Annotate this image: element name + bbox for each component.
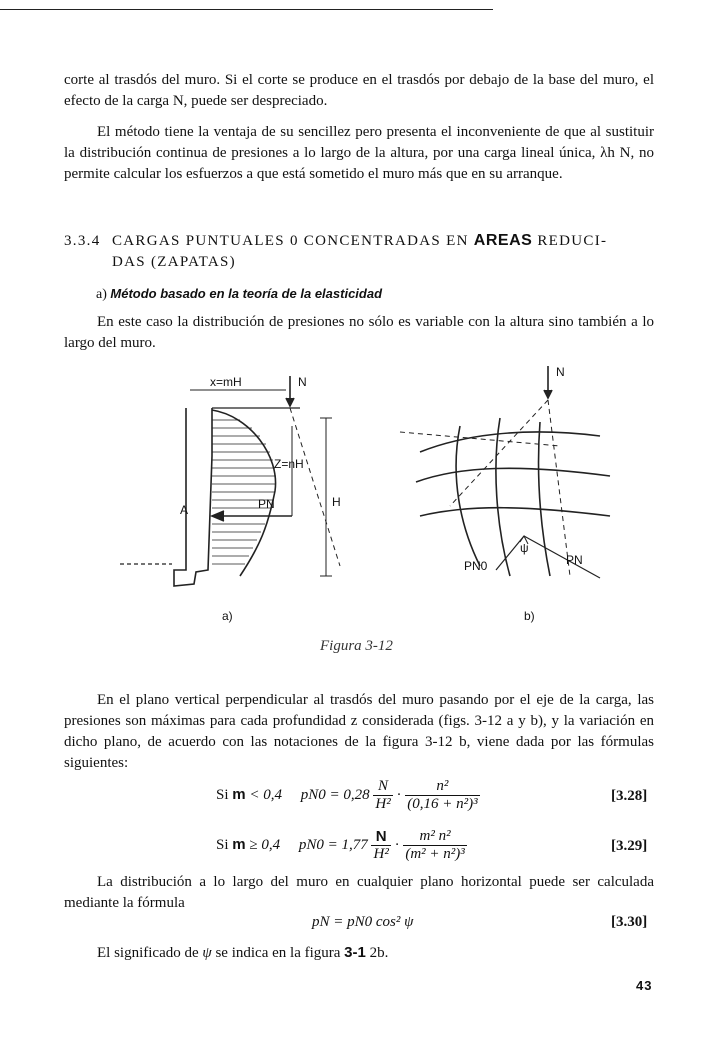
eq2-f1-den: H² (373, 846, 389, 862)
eq1-si: Si (216, 786, 229, 803)
eq2-f1-num: N (371, 828, 390, 846)
label-psi: ψ (520, 541, 529, 555)
paragraph-3: En este caso la distribución de presiones no sólo es variable con la altura sino también a lo largo del muro. (64, 314, 654, 351)
section-heading (64, 230, 656, 273)
label-PN-left: PN (258, 497, 275, 511)
eq1-f2-num: n² (405, 778, 479, 796)
curve-b3 (420, 508, 610, 516)
pressure-curve (212, 410, 276, 576)
eq1-lhs: pN0 = (300, 786, 340, 803)
figure-3-12 (100, 356, 660, 656)
eq2-lhs: pN0 = (298, 836, 338, 853)
eq1-cond: < 0,4 (249, 786, 282, 803)
dashed-line-a (290, 408, 340, 566)
para6-a: El significado de (97, 945, 199, 961)
eq2-f2-den: (m² + n²)³ (405, 846, 465, 862)
para6-b: se indica en la figura (215, 945, 341, 961)
section-title-a: CARGAS PUNTUALES 0 CONCENTRADAS EN (112, 233, 469, 249)
dashed-b2 (450, 400, 548, 506)
section-title-b: REDUCI- (537, 233, 608, 249)
paragraph-5: La distribución a lo largo del muro en cualquier plano horizontal puede ser calculada mediante la fórmula (64, 874, 654, 911)
equation-number-3-29: [3.29] (611, 838, 648, 854)
label-z: Z=nH (274, 457, 304, 471)
para6-psi: ψ (202, 945, 212, 961)
curve-b2 (416, 468, 610, 482)
section-title-areas: AREAS (473, 232, 533, 249)
label-N-left: N (298, 375, 307, 389)
equation-number-3-30: [3.30] (611, 914, 648, 930)
label-PN-right: PN (566, 553, 583, 567)
pressure-hatch (212, 420, 276, 564)
paragraph-1: corte al trasdós del muro. Si el corte se produce en el trasdós por debajo de la base del muro, el efecto de la carga N, puede ser despreciado. (64, 72, 654, 109)
eq2-dot: · (394, 836, 400, 853)
subsection-heading (96, 286, 382, 303)
pn-line-b (524, 536, 600, 578)
equation-3-28 (216, 778, 480, 813)
dashed-b3 (548, 400, 570, 576)
subsection-label: a) (96, 287, 107, 302)
eq2-cond: ≥ 0,4 (249, 836, 281, 853)
eq2-m: m (232, 835, 246, 853)
page-number: 43 (636, 978, 653, 993)
equation-3-30 (312, 914, 413, 931)
figure-caption: Figura 3-12 (320, 638, 393, 654)
equation-number-3-28: [3.28] (611, 788, 648, 804)
label-N-right: N (556, 365, 565, 379)
section-title-c: DAS (ZAPATAS) (112, 254, 236, 270)
label-a: a) (222, 609, 233, 623)
para6-ref: 3-1 (344, 944, 366, 961)
label-PN0: PN0 (464, 559, 488, 573)
label-A: A (180, 503, 189, 517)
dashed-b1 (400, 432, 560, 446)
equation-3-29 (216, 828, 467, 863)
label-b: b) (524, 609, 535, 623)
subsection-title: Método basado en la teoría de la elasticidad (110, 286, 383, 301)
paragraph-4: En el plano vertical perpendicular al trasdós del muro pasando por el eje de la carga, las presiones son máximas para cada profundidad z considerada (figs. 3-12 a y b), y la variación en dicho plano, de acuerdo con las notaciones de la figura 3-12 b, viene dada por las fórmulas siguientes: (64, 692, 654, 771)
paragraph-2: El método tiene la ventaja de su sencillez pero presenta el inconveniente de que al sustituir la distribución continua de presiones a lo largo de la altura, por una carga lineal única, λh N, no permite calcular los esfuerzos a que está sometido el muro más que en su arranque. (64, 124, 654, 182)
eq1-coef: 0,28 (343, 786, 370, 803)
para6-c: 2b. (369, 945, 389, 961)
label-x: x=mH (210, 375, 242, 389)
eq2-f2-num: m² n² (403, 828, 466, 846)
eq3-text: pN = pN0 cos² ψ (312, 914, 414, 930)
eq1-f1-den: H² (375, 796, 391, 812)
eq1-m: m (232, 785, 246, 803)
label-H: H (332, 495, 341, 509)
header-rule (0, 9, 493, 10)
eq2-coef: 1,77 (341, 836, 368, 853)
wall-outline (174, 408, 212, 586)
eq1-dot: · (396, 786, 402, 803)
eq1-f1-num: N (373, 778, 392, 796)
section-number: 3.3.4 (64, 233, 101, 249)
eq1-f2-den: (0,16 + n²)³ (407, 796, 478, 812)
paragraph-6 (97, 942, 657, 964)
eq2-si: Si (216, 836, 229, 853)
